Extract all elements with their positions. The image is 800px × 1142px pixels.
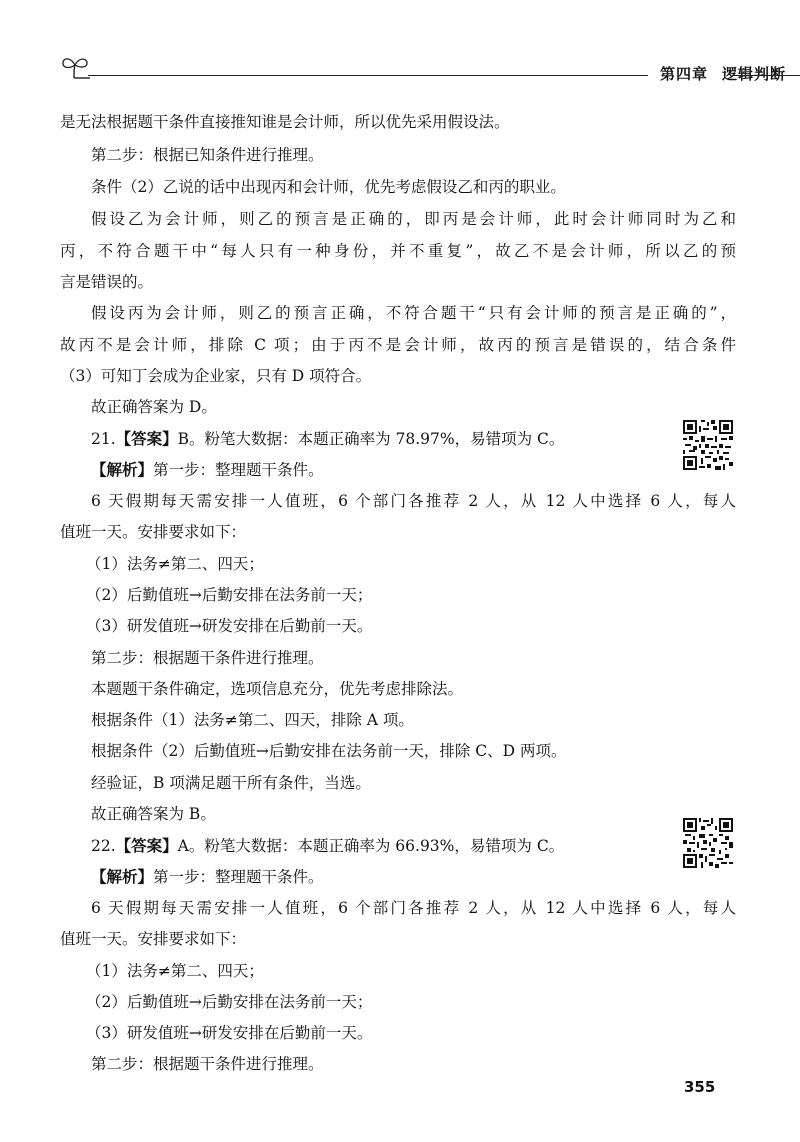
analysis-text: 第一步：整理题干条件。 — [153, 868, 324, 886]
chapter-heading — [656, 63, 790, 84]
text-line: 条件（2）乙说的话中出现丙和会计师，优先考虑假设乙和丙的职业。 — [91, 178, 566, 196]
text-line: （1）法务≠第二、四天； — [86, 555, 264, 573]
answer-tag: 【答案】 — [115, 837, 178, 855]
qr-code-icon — [683, 818, 733, 868]
chapter-number: 第四章 — [660, 65, 709, 83]
text-line: 故正确答案为 B。 — [91, 805, 216, 823]
chapter-title: 逻辑判断 — [722, 65, 787, 83]
header-rule-right — [732, 75, 800, 76]
text-line: 根据条件（1）法务≠第二、四天，排除 A 项。 — [91, 711, 414, 729]
running-header — [60, 50, 787, 90]
analysis-text: 第一步：整理题干条件。 — [153, 461, 324, 479]
answer-text: B。粉笔大数据：本题正确率为 78.97%，易错项为 C。 — [177, 430, 565, 448]
text-line: （1）法务≠第二、四天； — [86, 962, 264, 980]
header-rule — [88, 75, 648, 76]
analysis-line-21 — [91, 460, 324, 480]
text-line: （2）后勤值班→后勤安排在法务前一天； — [86, 993, 373, 1011]
text-line: 6 天假期每天需安排一人值班，6 个部门各推荐 2 人，从 12 人中选择 6 人，每人 — [91, 492, 736, 510]
text-line: 故正确答案为 D。 — [91, 398, 217, 416]
text-line: （3）研发值班→研发安排在后勤前一天。 — [86, 617, 373, 635]
question-number: 21. — [91, 430, 116, 448]
text-line: 第二步：根据题干条件进行推理。 — [91, 1055, 324, 1073]
analysis-tag: 【解析】 — [91, 868, 154, 886]
text-line: 根据条件（2）后勤值班→后勤安排在法务前一天，排除 C、D 两项。 — [91, 742, 567, 760]
text-line: 假设丙为会计师，则乙的预言正确，不符合题干“只有会计师的预言是正确的”， — [91, 304, 736, 322]
text-line: 第二步：根据题干条件进行推理。 — [91, 649, 324, 667]
text-line: 6 天假期每天需安排一人值班，6 个部门各推荐 2 人，从 12 人中选择 6 人，每人 — [91, 899, 736, 917]
text-line: （3）研发值班→研发安排在后勤前一天。 — [86, 1024, 373, 1042]
answer-line-21 — [91, 429, 564, 449]
text-line: 值班一天。安排要求如下： — [60, 523, 247, 541]
answer-tag: 【答案】 — [115, 430, 178, 448]
text-line: 经验证，B 项满足题干所有条件，当选。 — [91, 774, 371, 792]
text-line: 故丙不是会计师，排除 C 项；由于丙不是会计师，故丙的预言是错误的，结合条件 — [60, 336, 736, 354]
answer-text: A。粉笔大数据：本题正确率为 66.93%，易错项为 C。 — [177, 837, 565, 855]
text-line: 值班一天。安排要求如下： — [60, 930, 247, 948]
sprout-icon — [60, 52, 90, 82]
page-number: 355 — [684, 1078, 716, 1096]
analysis-line-22 — [91, 867, 324, 887]
text-line: 第二步：根据已知条件进行推理。 — [91, 146, 324, 164]
text-line: 本题题干条件确定，选项信息充分，优先考虑排除法。 — [91, 680, 464, 698]
text-line: （3）可知丁会成为企业家，只有 D 项符合。 — [60, 367, 372, 385]
analysis-tag: 【解析】 — [91, 461, 154, 479]
question-number: 22. — [91, 837, 116, 855]
qr-code-icon — [683, 420, 733, 470]
answer-line-22 — [91, 836, 564, 856]
text-line: 丙，不符合题干中“每人只有一种身份，并不重复”，故乙不是会计师，所以乙的预 — [60, 242, 736, 260]
text-line: 假设乙为会计师，则乙的预言是正确的，即丙是会计师，此时会计师同时为乙和 — [91, 210, 736, 228]
text-line: 是无法根据题干条件直接推知谁是会计师，所以优先采用假设法。 — [60, 113, 510, 131]
text-line: 言是错误的。 — [60, 273, 154, 291]
text-line: （2）后勤值班→后勤安排在法务前一天； — [86, 586, 373, 604]
